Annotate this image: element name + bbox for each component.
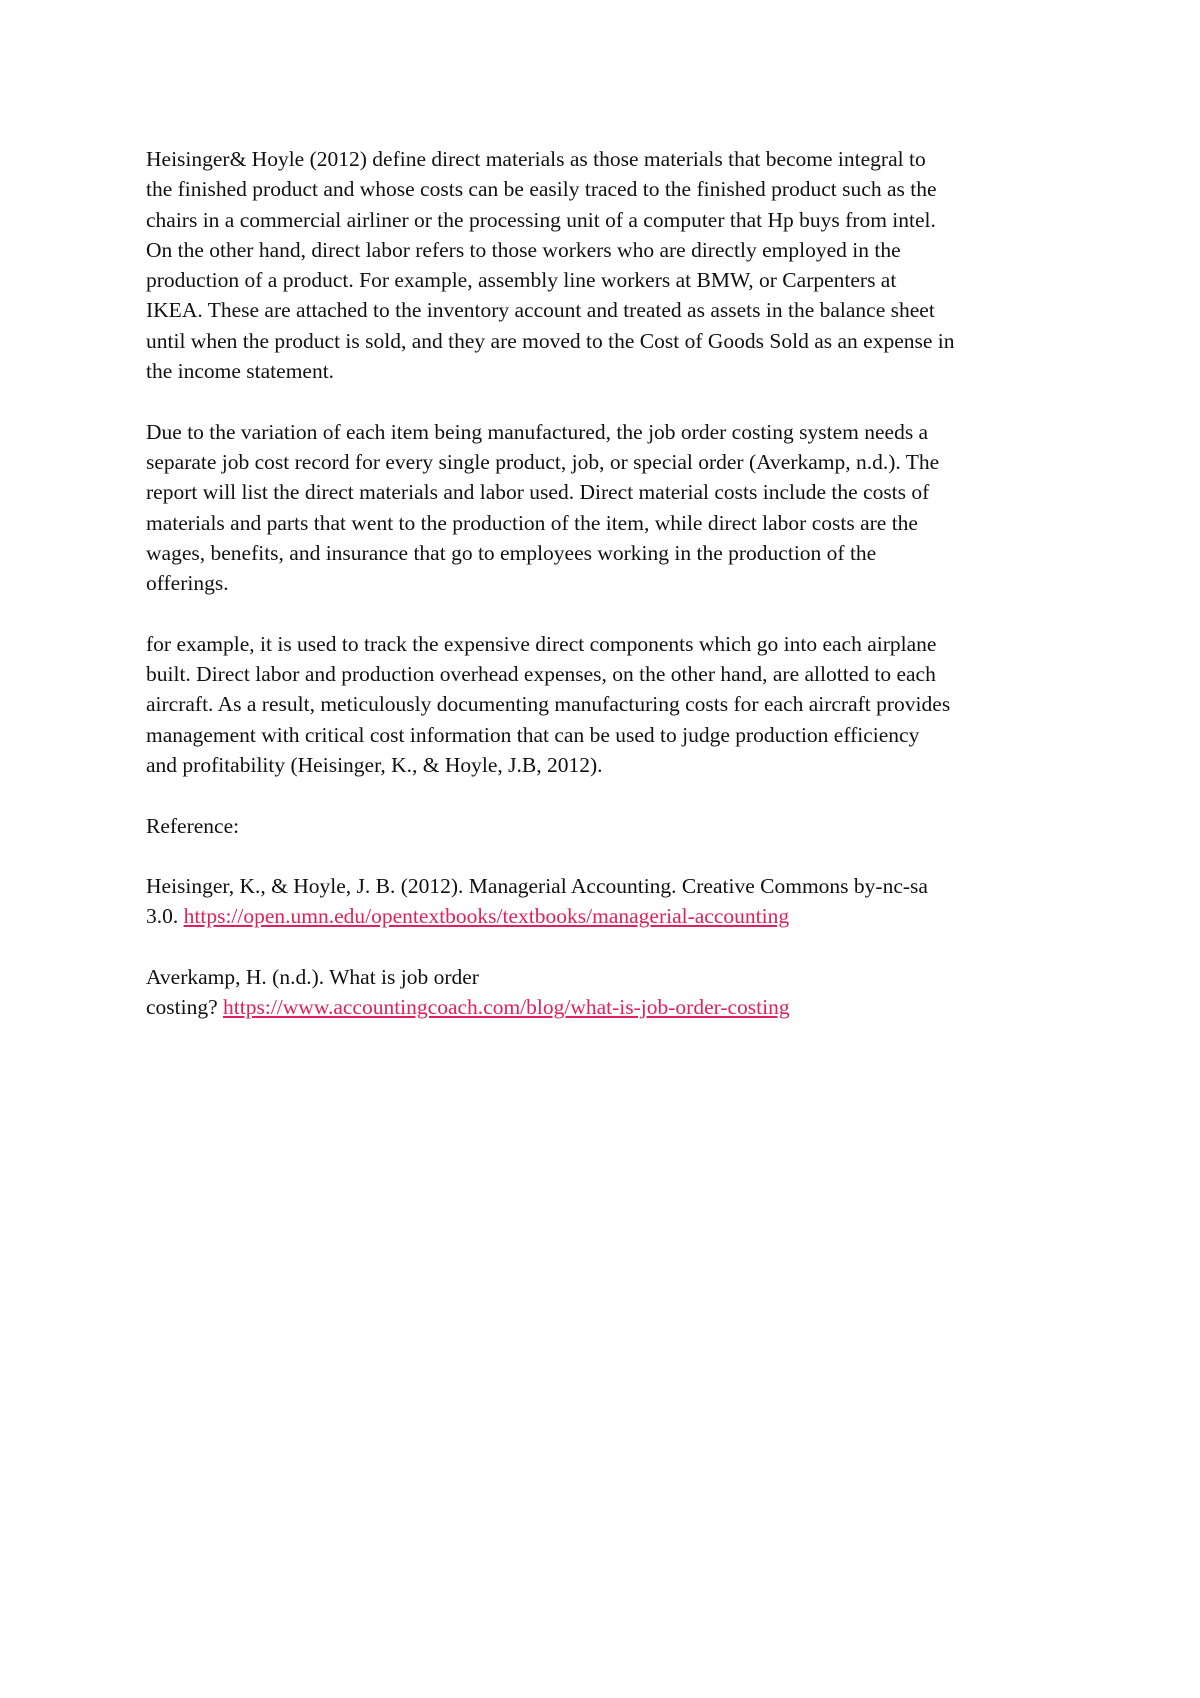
paragraph-line: production of a product. For example, assembly line workers at BMW, or Carpenters at — [146, 268, 897, 293]
paragraph-line: report will list the direct materials and labor used. Direct material costs include the costs of — [146, 480, 930, 505]
reference-prefix: 3.0. — [146, 904, 184, 929]
paragraph-line: Heisinger& Hoyle (2012) define direct materials as those materials that become integral to — [146, 147, 926, 171]
paragraph-line: offerings. — [146, 571, 229, 596]
paragraph-line: wages, benefits, and insurance that go to employees working in the production of the — [146, 540, 877, 565]
reference-prefix: costing? — [146, 995, 224, 1020]
reference-link-job-order-costing[interactable]: https://www.accountingcoach.com/blog/what-is-job-order-costing — [223, 995, 790, 1020]
paragraph-line: separate job cost record for every single product, job, or special order (Averkamp, n.d.). The — [146, 449, 940, 474]
reference-heading-text: Reference: — [146, 813, 240, 838]
paragraph-line: the finished product and whose costs can be easily traced to the finished product such as the — [146, 177, 937, 202]
paragraph-line: chairs in a commercial airliner or the processing unit of a computer that Hp buys from intel. — [146, 207, 936, 232]
reference-heading — [146, 811, 1076, 841]
paragraph-line: and profitability (Heisinger, K., & Hoyle, J.B, 2012). — [146, 752, 603, 777]
paragraph-job-order-costing — [146, 417, 1076, 599]
paragraph-direct-materials — [146, 144, 1076, 386]
paragraph-line: IKEA. These are attached to the inventory account and treated as assets in the balance sheet — [146, 298, 935, 323]
paragraph-line: the income statement. — [146, 359, 335, 384]
paragraph-line: management with critical cost information that can be used to judge production efficiency — [146, 722, 920, 747]
reference-line — [146, 901, 1076, 931]
reference-entry-heisinger — [146, 871, 1076, 932]
paragraph-airplane-example — [146, 629, 1076, 780]
reference-entry-averkamp — [146, 962, 1076, 1023]
paragraph-line: Due to the variation of each item being manufactured, the job order costing system needs a — [146, 419, 929, 444]
reference-link-managerial-accounting[interactable]: https://open.umn.edu/opentextbooks/textbooks/managerial-accounting — [183, 904, 790, 929]
paragraph-line: materials and parts that went to the production of the item, while direct labor costs are the — [146, 510, 918, 535]
paragraph-line: On the other hand, direct labor refers to those workers who are directly employed in the — [146, 237, 901, 262]
paragraph-line: aircraft. As a result, meticulously documenting manufacturing costs for each aircraft provides — [146, 692, 951, 717]
reference-line — [146, 992, 1076, 1022]
paragraph-line: until when the product is sold, and they are moved to the Cost of Goods Sold as an expense in — [146, 328, 955, 353]
paragraph-line: built. Direct labor and production overhead expenses, on the other hand, are allotted to each — [146, 662, 936, 687]
reference-line: Heisinger, K., & Hoyle, J. B. (2012). Managerial Accounting. Creative Commons by-nc-sa — [146, 874, 928, 899]
paragraph-line: for example, it is used to track the expensive direct components which go into each airplane — [146, 631, 937, 656]
document-body — [146, 144, 1076, 1023]
reference-line: Averkamp, H. (n.d.). What is job order — [146, 965, 479, 990]
